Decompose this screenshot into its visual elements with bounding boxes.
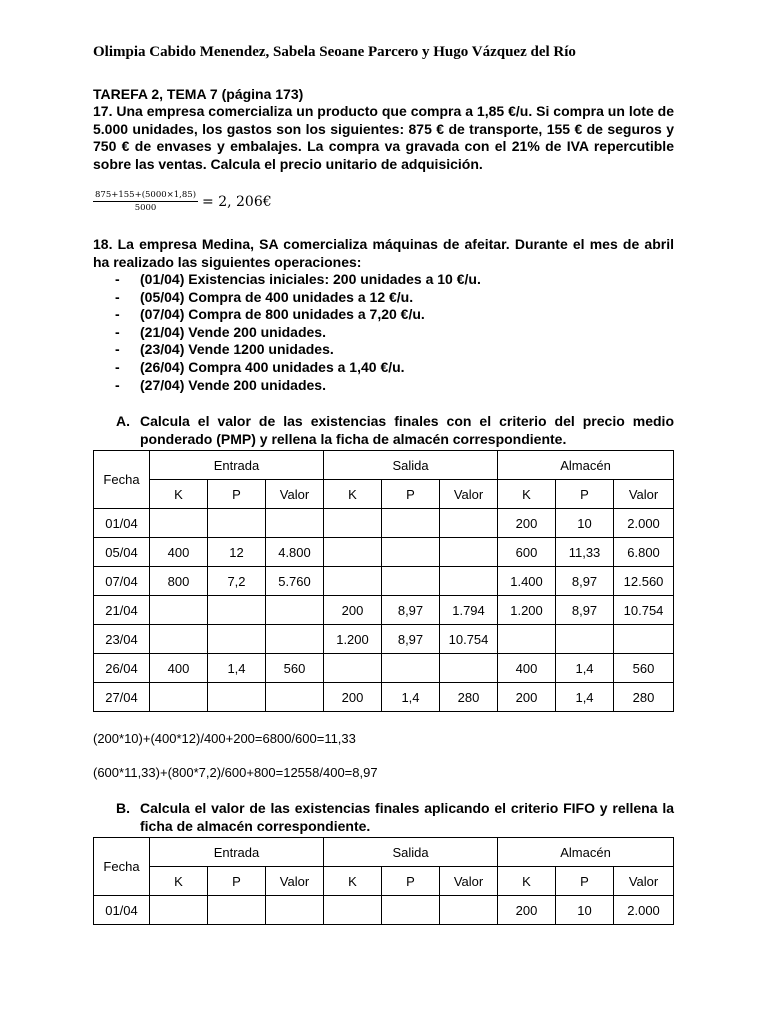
header-almacen: Almacén — [498, 451, 674, 480]
formula-denominator: 5000 — [134, 203, 157, 213]
table-cell — [208, 596, 266, 625]
table-cell — [440, 896, 498, 925]
header-k: K — [324, 480, 382, 509]
table-row — [94, 896, 674, 925]
table-cell: 10.754 — [614, 596, 674, 625]
table-cell — [440, 538, 498, 567]
header-fecha: Fecha — [94, 451, 150, 509]
table-cell — [382, 654, 440, 683]
table-cell: 200 — [498, 683, 556, 712]
table-cell: 1.200 — [498, 596, 556, 625]
table-cell: 1,4 — [382, 683, 440, 712]
table-cell: 1,4 — [556, 683, 614, 712]
header-valor: Valor — [440, 480, 498, 509]
table-cell: 12 — [208, 538, 266, 567]
table-cell: 200 — [324, 683, 382, 712]
table-cell: 01/04 — [94, 509, 150, 538]
table-cell — [382, 538, 440, 567]
header-almacen: Almacén — [498, 838, 674, 867]
table-cell — [440, 654, 498, 683]
table-cell: 11,33 — [556, 538, 614, 567]
table-cell: 800 — [150, 567, 208, 596]
header-p: P — [208, 867, 266, 896]
table-cell: 1.400 — [498, 567, 556, 596]
table-cell — [382, 567, 440, 596]
header-salida: Salida — [324, 838, 498, 867]
header-k: K — [498, 480, 556, 509]
header-fecha: Fecha — [94, 838, 150, 896]
table-cell — [266, 625, 324, 654]
exercise-17-text: 17. Una empresa comercializa un producto que compra a 1,85 €/u. Si compra un lote de 5.000 unidades, los gastos son los siguientes: 875 € de transporte, 155 € de seguros y 750 € de envases y embalajes. La compra va gravada con el 21% de IVA repercutible sobre las ventas. Calcula el precio unitario de adquisición. — [93, 103, 674, 172]
list-item: - (05/04) Compra de 400 unidades a 12 €/u. — [115, 288, 414, 305]
table-row — [94, 538, 674, 567]
table-cell: 8,97 — [556, 567, 614, 596]
table-cell: 21/04 — [94, 596, 150, 625]
table-row — [94, 683, 674, 712]
header-k: K — [324, 867, 382, 896]
table-cell: 01/04 — [94, 896, 150, 925]
table-cell: 8,97 — [382, 596, 440, 625]
header-p: P — [556, 867, 614, 896]
table-cell: 560 — [614, 654, 674, 683]
header-valor: Valor — [614, 867, 674, 896]
table-row — [94, 567, 674, 596]
table-cell — [150, 596, 208, 625]
header-valor: Valor — [440, 867, 498, 896]
header-salida: Salida — [324, 451, 498, 480]
authors-header: Olimpia Cabido Menendez, Sabela Seoane Parcero y Hugo Vázquez del Río — [93, 44, 576, 60]
table-row — [94, 509, 674, 538]
list-item: - (21/04) Vende 200 unidades. — [115, 323, 326, 340]
table-cell: 10 — [556, 896, 614, 925]
table-cell — [266, 683, 324, 712]
header-valor: Valor — [266, 480, 324, 509]
table-cell: 200 — [498, 509, 556, 538]
list-item: - (27/04) Vende 200 unidades. — [115, 376, 326, 393]
table-cell: 26/04 — [94, 654, 150, 683]
table-cell: 1,4 — [556, 654, 614, 683]
operations-list — [93, 271, 674, 394]
table-cell: 7,2 — [208, 567, 266, 596]
table-cell — [266, 896, 324, 925]
table-cell — [324, 567, 382, 596]
table-cell: 8,97 — [382, 625, 440, 654]
table-cell: 560 — [266, 654, 324, 683]
header-entrada: Entrada — [150, 838, 324, 867]
table-cell — [208, 509, 266, 538]
list-item: - (01/04) Existencias iniciales: 200 unidades a 10 €/u. — [115, 271, 481, 287]
formula-result: = 2, 206€ — [202, 193, 272, 210]
table-cell: 6.800 — [614, 538, 674, 567]
table-cell: 8,97 — [556, 596, 614, 625]
exercise-17-formula — [93, 190, 272, 213]
table-cell: 07/04 — [94, 567, 150, 596]
table-cell — [440, 509, 498, 538]
formula-fraction — [93, 190, 198, 213]
table-cell: 1.794 — [440, 596, 498, 625]
table-cell — [498, 625, 556, 654]
table-cell: 280 — [614, 683, 674, 712]
header-p: P — [556, 480, 614, 509]
calc-line-1: (200*10)+(400*12)/400+200=6800/600=11,33 — [93, 731, 356, 746]
table-cell: 27/04 — [94, 683, 150, 712]
table-cell: 200 — [498, 896, 556, 925]
table-cell — [324, 538, 382, 567]
table-cell: 12.560 — [614, 567, 674, 596]
table-cell — [382, 509, 440, 538]
table-cell — [208, 683, 266, 712]
table-cell: 10 — [556, 509, 614, 538]
ficha-almacen-fifo — [93, 837, 674, 925]
table-cell: 600 — [498, 538, 556, 567]
table-cell: 10.754 — [440, 625, 498, 654]
ficha-almacen-pmp — [93, 450, 674, 712]
header-p: P — [382, 867, 440, 896]
header-k: K — [150, 867, 208, 896]
tarefa-title: TAREFA 2, TEMA 7 (página 173) — [93, 86, 304, 102]
table-cell — [150, 509, 208, 538]
header-p: P — [382, 480, 440, 509]
header-p: P — [208, 480, 266, 509]
exercise-18-intro: 18. La empresa Medina, SA comercializa máquinas de afeitar. Durante el mes de abril ha realizado las siguientes operaciones: — [93, 236, 674, 270]
table-row — [94, 596, 674, 625]
table-cell: 2.000 — [614, 896, 674, 925]
table-cell: 5.760 — [266, 567, 324, 596]
table-cell: 280 — [440, 683, 498, 712]
header-valor: Valor — [266, 867, 324, 896]
table-cell — [150, 625, 208, 654]
list-item: - (26/04) Compra 400 unidades a 1,40 €/u. — [115, 358, 405, 375]
calc-line-2: (600*11,33)+(800*7,2)/600+800=12558/400=8,97 — [93, 765, 378, 780]
table-cell: 2.000 — [614, 509, 674, 538]
table-cell — [208, 896, 266, 925]
header-entrada: Entrada — [150, 451, 324, 480]
header-k: K — [150, 480, 208, 509]
table-cell: 1.200 — [324, 625, 382, 654]
table-cell — [324, 654, 382, 683]
formula-numerator: 875+155+(5000×1,85) — [95, 190, 197, 200]
table-cell — [324, 896, 382, 925]
table-cell: 23/04 — [94, 625, 150, 654]
table-cell — [556, 625, 614, 654]
table-cell — [440, 567, 498, 596]
header-k: K — [498, 867, 556, 896]
table-cell — [150, 896, 208, 925]
part-b-heading: B. Calcula el valor de las existencias finales aplicando el criterio FIFO y rellena la ficha de almacén correspondiente. — [116, 800, 674, 834]
table-row — [94, 654, 674, 683]
table-cell — [614, 625, 674, 654]
table-cell: 200 — [324, 596, 382, 625]
table-cell — [266, 509, 324, 538]
table-cell — [208, 625, 266, 654]
table-cell — [150, 683, 208, 712]
table-cell: 1,4 — [208, 654, 266, 683]
table-cell: 4.800 — [266, 538, 324, 567]
table-cell — [324, 509, 382, 538]
table-cell: 400 — [150, 538, 208, 567]
table-cell — [266, 596, 324, 625]
table-cell: 400 — [150, 654, 208, 683]
table-cell: 05/04 — [94, 538, 150, 567]
table-row — [94, 625, 674, 654]
table-cell: 400 — [498, 654, 556, 683]
part-a-heading: A. Calcula el valor de las existencias finales con el criterio del precio medio ponderado (PMP) y rellena la ficha de almacén correspondiente. — [116, 413, 674, 447]
table-cell — [382, 896, 440, 925]
list-item: - (23/04) Vende 1200 unidades. — [115, 341, 334, 358]
header-valor: Valor — [614, 480, 674, 509]
list-item: - (07/04) Compra de 800 unidades a 7,20 €/u. — [115, 306, 425, 323]
